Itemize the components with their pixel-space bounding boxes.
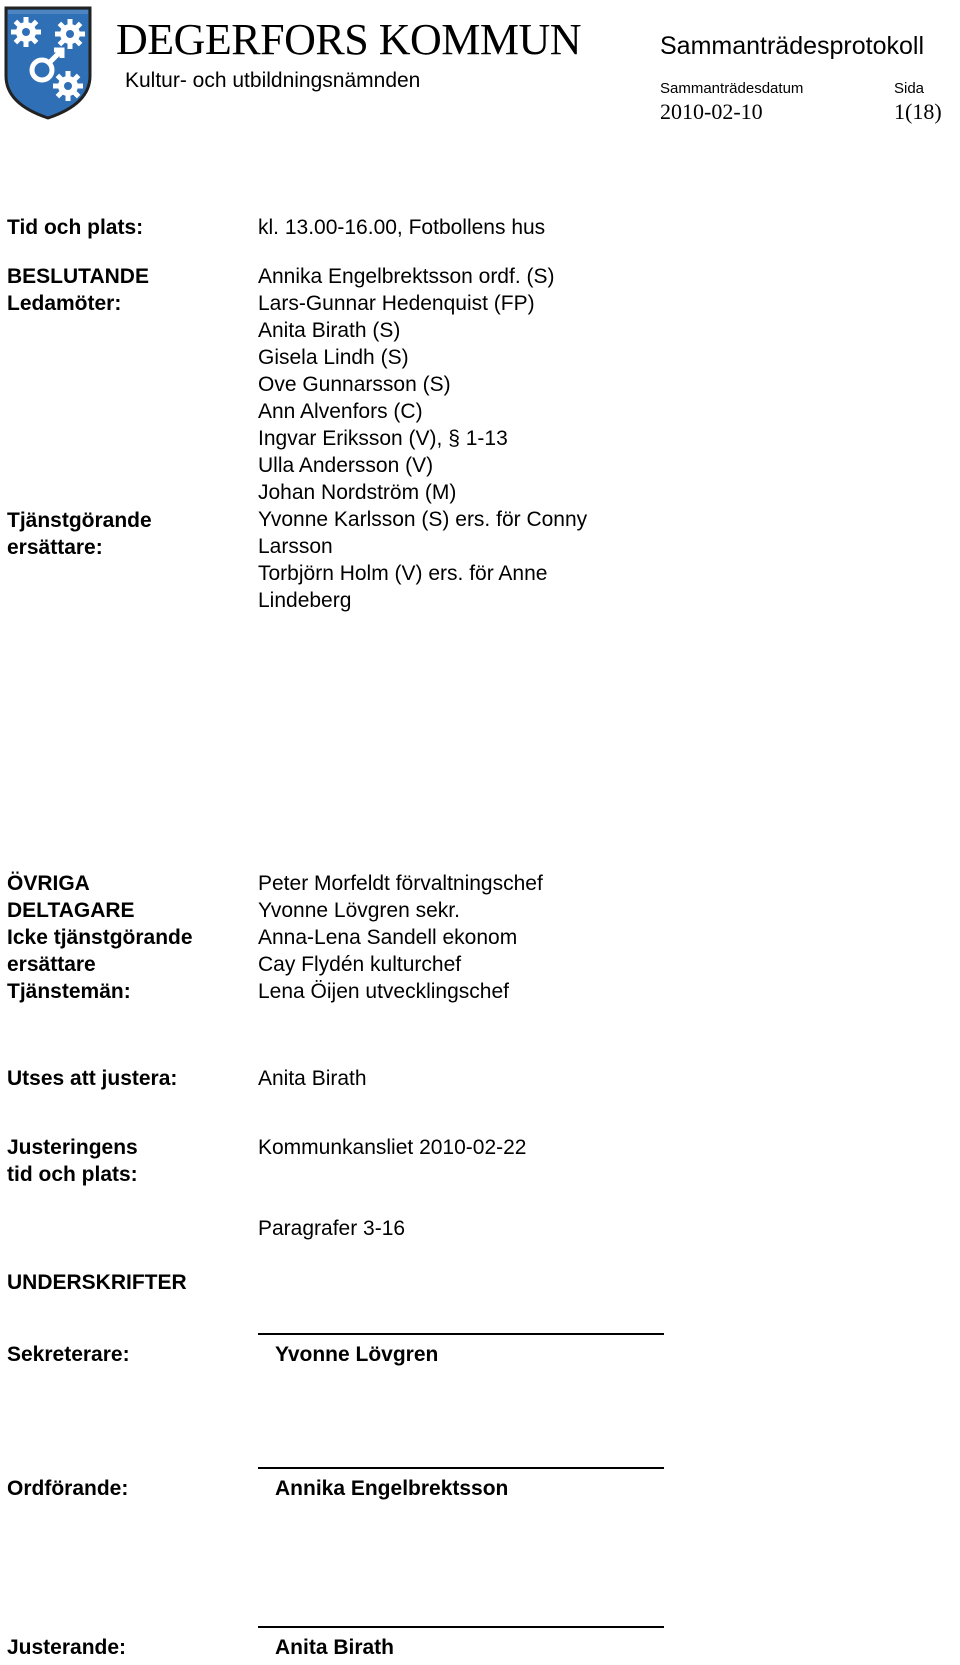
members-label-line2: Ledamöter: bbox=[7, 292, 122, 315]
others-list bbox=[258, 870, 543, 1005]
list-item: Torbjörn Holm (V) ers. för Anne bbox=[258, 562, 548, 585]
meeting-date-value: 2010-02-10 bbox=[660, 99, 763, 124]
chairman-label: Ordförande: bbox=[7, 1477, 129, 1500]
signature-line-secretary bbox=[258, 1333, 664, 1335]
list-item: Yvonne Karlsson (S) ers. för Conny bbox=[258, 508, 588, 531]
meeting-date-label: Sammanträdesdatum bbox=[660, 80, 804, 97]
substitutes-label-line1: Tjänstgörande bbox=[7, 509, 152, 532]
page-label: Sida bbox=[894, 80, 925, 97]
list-item: Yvonne Lövgren sekr. bbox=[258, 899, 460, 922]
others-label-line: DELTAGARE bbox=[7, 899, 135, 922]
adjuster-label: Utses att justera: bbox=[7, 1067, 178, 1090]
chairman-name: Annika Engelbrektsson bbox=[275, 1477, 509, 1500]
others-label-line: Tjänstemän: bbox=[7, 980, 131, 1003]
page-number: 1(18) bbox=[894, 99, 942, 124]
paragraphs-range: Paragrafer 3-16 bbox=[258, 1217, 406, 1240]
list-item: Anna-Lena Sandell ekonom bbox=[258, 926, 518, 949]
adjuster-value: Anita Birath bbox=[258, 1067, 367, 1090]
secretary-label: Sekreterare: bbox=[7, 1343, 130, 1366]
adjuster-sign-label: Justerande: bbox=[7, 1636, 127, 1659]
list-item: Lindeberg bbox=[258, 589, 352, 612]
board-name: Kultur- och utbildningsnämnden bbox=[125, 69, 421, 92]
list-item: Lars-Gunnar Hedenquist (FP) bbox=[258, 292, 535, 315]
adjustment-label-line2: tid och plats: bbox=[7, 1163, 138, 1186]
list-item: Ove Gunnarsson (S) bbox=[258, 373, 451, 396]
municipality-name: DEGERFORS KOMMUN bbox=[116, 15, 582, 64]
list-item: Lena Öijen utvecklingschef bbox=[258, 980, 509, 1003]
municipality-coat-of-arms bbox=[2, 4, 94, 122]
list-item: Johan Nordström (M) bbox=[258, 481, 457, 504]
list-item: Anita Birath (S) bbox=[258, 319, 401, 342]
signature-line-chairman bbox=[258, 1467, 664, 1469]
substitutes-label-line2: ersättare: bbox=[7, 536, 103, 559]
signature-line-adjuster bbox=[258, 1626, 664, 1628]
adjuster-sign-name: Anita Birath bbox=[275, 1636, 395, 1659]
signatures-heading: UNDERSKRIFTER bbox=[7, 1271, 187, 1294]
list-item: Ulla Andersson (V) bbox=[258, 454, 434, 477]
list-item: Ann Alvenfors (C) bbox=[258, 400, 423, 423]
list-item: Larsson bbox=[258, 535, 333, 558]
document-type: Sammanträdesprotokoll bbox=[660, 32, 925, 60]
others-label-line: ersättare bbox=[7, 953, 96, 976]
adjustment-label-line1: Justeringens bbox=[7, 1136, 138, 1159]
time-place-value: kl. 13.00-16.00, Fotbollens hus bbox=[258, 216, 546, 239]
list-item: Gisela Lindh (S) bbox=[258, 346, 409, 369]
others-label-line: ÖVRIGA bbox=[7, 872, 90, 895]
secretary-name: Yvonne Lövgren bbox=[275, 1343, 439, 1366]
members-label-line1: BESLUTANDE bbox=[7, 265, 149, 288]
list-item: Cay Flydén kulturchef bbox=[258, 953, 462, 976]
list-item: Peter Morfeldt förvaltningschef bbox=[258, 872, 543, 895]
others-label bbox=[7, 870, 193, 1005]
list-item: Ingvar Eriksson (V), § 1-13 bbox=[258, 427, 508, 450]
adjustment-value: Kommunkansliet 2010-02-22 bbox=[258, 1136, 527, 1159]
members-list bbox=[258, 263, 587, 614]
others-label-line: Icke tjänstgörande bbox=[7, 926, 193, 949]
list-item: Annika Engelbrektsson ordf. (S) bbox=[258, 265, 555, 288]
time-place-label: Tid och plats: bbox=[7, 216, 144, 239]
